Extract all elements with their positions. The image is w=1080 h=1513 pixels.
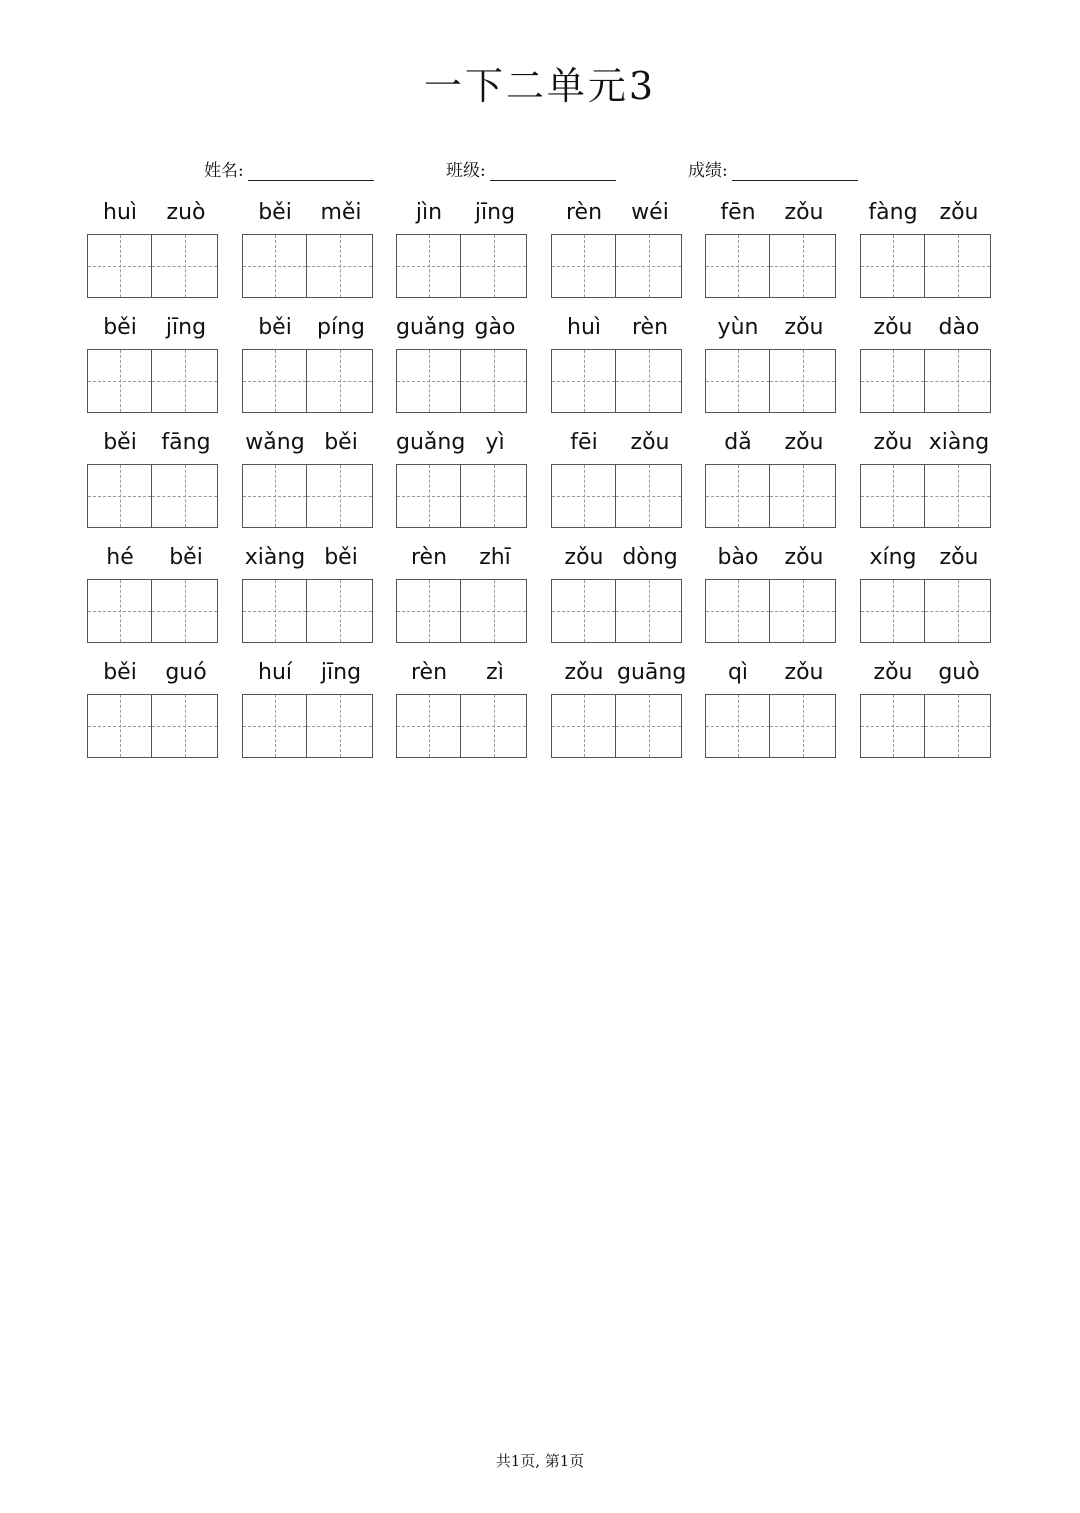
word-item [242, 196, 374, 300]
writing-boxes [396, 464, 528, 530]
character-writing-box[interactable] [152, 694, 218, 758]
pinyin-label [242, 311, 374, 349]
writing-boxes [396, 234, 528, 300]
writing-boxes [396, 694, 528, 760]
writing-boxes [242, 234, 374, 300]
pinyin-syllable: jīng [320, 660, 362, 685]
pinyin-syllable: huí [258, 660, 292, 685]
writing-boxes [551, 579, 683, 645]
character-writing-box[interactable] [396, 234, 461, 298]
character-writing-box[interactable] [307, 579, 373, 643]
pinyin-label [242, 541, 374, 579]
pinyin-label [551, 541, 683, 579]
word-item [396, 196, 528, 300]
word-item [551, 426, 683, 530]
page-title: 一下二单元3 [423, 64, 657, 108]
character-writing-box[interactable] [242, 234, 307, 298]
character-writing-box[interactable] [705, 694, 770, 758]
word-row [87, 426, 993, 541]
writing-boxes [551, 234, 683, 300]
character-writing-box[interactable] [396, 579, 461, 643]
character-writing-box[interactable] [461, 694, 527, 758]
word-item [705, 311, 837, 415]
writing-boxes [551, 464, 683, 530]
pinyin-syllable: dòng [622, 545, 678, 570]
pinyin-label [860, 656, 992, 694]
pinyin-syllable: běi [103, 660, 137, 685]
pinyin-syllable: zǒu [939, 545, 979, 570]
class-blank[interactable] [490, 160, 616, 181]
writing-boxes [551, 694, 683, 760]
pinyin-label [705, 311, 837, 349]
pinyin-label [87, 656, 219, 694]
writing-boxes [87, 349, 219, 415]
character-writing-box[interactable] [242, 694, 307, 758]
word-item [551, 311, 683, 415]
word-item [551, 196, 683, 300]
pinyin-syllable: zuò [166, 200, 206, 225]
pinyin-syllable: zǒu [784, 315, 824, 340]
character-writing-box[interactable] [925, 349, 991, 413]
pinyin-syllable: guó [165, 660, 207, 685]
character-writing-box[interactable] [461, 464, 527, 528]
pinyin-label [396, 656, 528, 694]
writing-boxes [860, 579, 992, 645]
name-field[interactable] [204, 155, 374, 181]
word-item [705, 541, 837, 645]
pinyin-label [705, 196, 837, 234]
character-writing-box[interactable] [87, 579, 152, 643]
pinyin-label [87, 311, 219, 349]
pinyin-label [396, 426, 528, 464]
pinyin-syllable: dào [938, 315, 980, 340]
word-item [551, 541, 683, 645]
pinyin-syllable: fāng [161, 430, 211, 455]
pinyin-syllable: píng [317, 315, 365, 340]
pinyin-syllable: gào [474, 315, 516, 340]
character-writing-box[interactable] [87, 464, 152, 528]
character-writing-box[interactable] [152, 464, 218, 528]
word-item [87, 426, 219, 530]
character-writing-box[interactable] [87, 694, 152, 758]
character-writing-box[interactable] [307, 694, 373, 758]
pinyin-syllable: dǎ [724, 430, 752, 455]
pinyin-label [87, 541, 219, 579]
pinyin-syllable: fēi [570, 430, 598, 455]
word-item [396, 426, 528, 530]
pinyin-syllable: qì [727, 660, 749, 685]
pinyin-syllable: zì [486, 660, 504, 685]
character-writing-box[interactable] [705, 464, 770, 528]
score-field[interactable] [688, 155, 858, 181]
character-writing-box[interactable] [152, 349, 218, 413]
pinyin-syllable: běi [258, 315, 292, 340]
pinyin-syllable: guǎng [396, 430, 466, 455]
pinyin-syllable: xiàng [928, 430, 990, 455]
character-writing-box[interactable] [616, 234, 682, 298]
pinyin-syllable: guò [938, 660, 980, 685]
word-item [860, 541, 992, 645]
pinyin-label [860, 426, 992, 464]
word-item [551, 656, 687, 760]
character-writing-box[interactable] [461, 234, 527, 298]
pinyin-label [551, 656, 687, 694]
writing-boxes [242, 579, 374, 645]
pinyin-syllable: zǒu [784, 430, 824, 455]
word-row [87, 196, 993, 311]
character-writing-box[interactable] [770, 694, 836, 758]
character-writing-box[interactable] [551, 464, 616, 528]
pinyin-label [396, 311, 528, 349]
pinyin-syllable: hé [106, 545, 134, 570]
pinyin-label [242, 426, 374, 464]
pinyin-label [551, 196, 683, 234]
pinyin-syllable: jìn [415, 200, 443, 225]
word-item [242, 541, 374, 645]
pinyin-syllable: běi [258, 200, 292, 225]
pinyin-label [242, 196, 374, 234]
writing-boxes [860, 234, 992, 300]
character-writing-box[interactable] [705, 579, 770, 643]
pinyin-label [705, 656, 837, 694]
writing-boxes [87, 234, 219, 300]
pinyin-syllable: zǒu [873, 430, 913, 455]
pinyin-syllable: fàng [868, 200, 918, 225]
character-writing-box[interactable] [770, 464, 836, 528]
pinyin-syllable: rèn [410, 545, 448, 570]
pinyin-label [87, 426, 219, 464]
pinyin-label [860, 196, 992, 234]
writing-boxes [87, 579, 219, 645]
word-item [396, 541, 528, 645]
page-footer: 共1页, 第1页 [495, 1452, 585, 1470]
word-row [87, 656, 993, 771]
pinyin-syllable: wǎng [245, 430, 305, 455]
writing-boxes [396, 349, 528, 415]
character-writing-box[interactable] [396, 464, 461, 528]
score-label: 成绩: [688, 161, 728, 181]
pinyin-syllable: yùn [717, 315, 759, 340]
character-writing-box[interactable] [860, 464, 925, 528]
pinyin-syllable: yì [485, 430, 505, 455]
character-writing-box[interactable] [860, 579, 925, 643]
character-writing-box[interactable] [307, 464, 373, 528]
pinyin-writing-grid [87, 196, 993, 771]
pinyin-syllable: běi [103, 430, 137, 455]
writing-boxes [705, 234, 837, 300]
pinyin-syllable: zǒu [939, 200, 979, 225]
pinyin-syllable: běi [103, 315, 137, 340]
word-item [860, 311, 992, 415]
pinyin-label [87, 196, 219, 234]
word-row [87, 311, 993, 426]
character-writing-box[interactable] [925, 694, 991, 758]
pinyin-syllable: bào [717, 545, 759, 570]
word-item [87, 311, 219, 415]
character-writing-box[interactable] [307, 349, 373, 413]
character-writing-box[interactable] [860, 349, 925, 413]
character-writing-box[interactable] [152, 234, 218, 298]
pinyin-syllable: zhī [479, 545, 511, 570]
pinyin-syllable: guǎng [396, 315, 466, 340]
character-writing-box[interactable] [87, 234, 152, 298]
word-item [242, 656, 374, 760]
character-writing-box[interactable] [616, 349, 682, 413]
writing-boxes [551, 349, 683, 415]
writing-boxes [860, 349, 992, 415]
word-item [860, 426, 992, 530]
word-item [242, 426, 374, 530]
character-writing-box[interactable] [860, 234, 925, 298]
pinyin-syllable: xíng [869, 545, 917, 570]
pinyin-syllable: fēn [720, 200, 756, 225]
character-writing-box[interactable] [87, 349, 152, 413]
character-writing-box[interactable] [551, 349, 616, 413]
pinyin-label [705, 541, 837, 579]
pinyin-syllable: xiàng [244, 545, 306, 570]
writing-boxes [860, 464, 992, 530]
pinyin-syllable: zǒu [564, 660, 604, 685]
character-writing-box[interactable] [242, 579, 307, 643]
pinyin-label [705, 426, 837, 464]
word-row [87, 541, 993, 656]
pinyin-syllable: běi [324, 430, 358, 455]
character-writing-box[interactable] [770, 579, 836, 643]
pinyin-syllable: jīng [474, 200, 516, 225]
writing-boxes [242, 464, 374, 530]
word-item [860, 656, 992, 760]
character-writing-box[interactable] [925, 464, 991, 528]
writing-boxes [705, 694, 837, 760]
pinyin-label [396, 196, 528, 234]
pinyin-syllable: zǒu [784, 200, 824, 225]
pinyin-syllable: zǒu [564, 545, 604, 570]
writing-boxes [242, 349, 374, 415]
pinyin-syllable: zǒu [784, 660, 824, 685]
character-writing-box[interactable] [925, 579, 991, 643]
pinyin-syllable: wéi [631, 200, 669, 225]
pinyin-syllable: huì [567, 315, 601, 340]
class-label: 班级: [446, 161, 486, 181]
character-writing-box[interactable] [307, 234, 373, 298]
word-item [242, 311, 374, 415]
name-blank[interactable] [248, 160, 374, 181]
character-writing-box[interactable] [461, 579, 527, 643]
character-writing-box[interactable] [242, 349, 307, 413]
pinyin-syllable: zǒu [873, 315, 913, 340]
writing-boxes [860, 694, 992, 760]
character-writing-box[interactable] [461, 349, 527, 413]
character-writing-box[interactable] [152, 579, 218, 643]
character-writing-box[interactable] [925, 234, 991, 298]
pinyin-syllable: běi [169, 545, 203, 570]
class-field[interactable] [446, 155, 616, 181]
pinyin-syllable: rèn [410, 660, 448, 685]
character-writing-box[interactable] [396, 694, 461, 758]
word-item [396, 311, 528, 415]
character-writing-box[interactable] [770, 349, 836, 413]
name-label: 姓名: [204, 161, 244, 181]
word-item [396, 656, 528, 760]
pinyin-syllable: zǒu [873, 660, 913, 685]
word-item [705, 656, 837, 760]
word-item [705, 196, 837, 300]
pinyin-label [396, 541, 528, 579]
word-item [87, 196, 219, 300]
writing-boxes [705, 579, 837, 645]
pinyin-syllable: běi [324, 545, 358, 570]
character-writing-box[interactable] [705, 234, 770, 298]
pinyin-label [551, 311, 683, 349]
pinyin-syllable: rèn [565, 200, 603, 225]
character-writing-box[interactable] [616, 464, 682, 528]
pinyin-syllable: jīng [165, 315, 207, 340]
word-item [860, 196, 992, 300]
writing-boxes [87, 694, 219, 760]
student-info-row [0, 155, 1080, 185]
writing-boxes [87, 464, 219, 530]
pinyin-syllable: zǒu [630, 430, 670, 455]
word-item [87, 656, 219, 760]
character-writing-box[interactable] [616, 579, 682, 643]
character-writing-box[interactable] [616, 694, 682, 758]
pinyin-syllable: rèn [631, 315, 669, 340]
character-writing-box[interactable] [860, 694, 925, 758]
pinyin-syllable: guāng [617, 660, 687, 685]
character-writing-box[interactable] [242, 464, 307, 528]
word-item [87, 541, 219, 645]
pinyin-label [242, 656, 374, 694]
pinyin-syllable: huì [103, 200, 137, 225]
pinyin-syllable: zǒu [784, 545, 824, 570]
word-item [705, 426, 837, 530]
pinyin-label [860, 541, 992, 579]
character-writing-box[interactable] [705, 349, 770, 413]
score-blank[interactable] [732, 160, 858, 181]
writing-boxes [242, 694, 374, 760]
writing-boxes [396, 579, 528, 645]
writing-boxes [705, 349, 837, 415]
character-writing-box[interactable] [396, 349, 461, 413]
character-writing-box[interactable] [551, 579, 616, 643]
character-writing-box[interactable] [551, 234, 616, 298]
pinyin-label [860, 311, 992, 349]
character-writing-box[interactable] [770, 234, 836, 298]
writing-boxes [705, 464, 837, 530]
pinyin-label [551, 426, 683, 464]
character-writing-box[interactable] [551, 694, 616, 758]
pinyin-syllable: měi [320, 200, 362, 225]
